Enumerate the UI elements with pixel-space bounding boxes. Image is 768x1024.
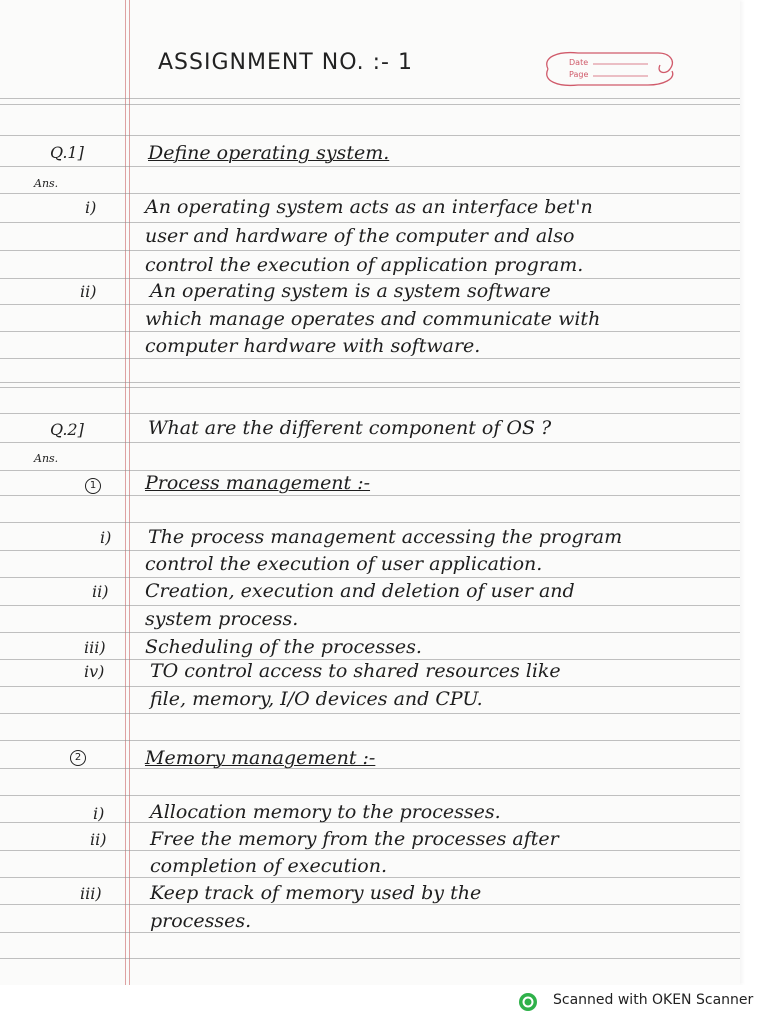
section-point-line: completion of execution.: [150, 855, 388, 877]
q1-question: Define operating system.: [148, 142, 390, 164]
rule-line: [0, 740, 740, 741]
section-point-marker: iii): [80, 884, 102, 903]
q1-point-line: which manage operates and communicate with: [145, 308, 601, 330]
rule-line: [0, 304, 740, 305]
q1-point-line: An operating system is a system software: [150, 280, 551, 302]
rule-line: [0, 932, 740, 933]
rule-line: [0, 958, 740, 959]
section-point-line: processes.: [150, 910, 252, 932]
rule-line: [0, 358, 740, 359]
section-point-line: Keep track of memory used by the: [150, 882, 482, 904]
section-point-line: Scheduling of the processes.: [145, 636, 422, 658]
q2-number: Q.2]: [50, 420, 84, 439]
margin-line-left: [125, 0, 126, 985]
rule-line: [0, 850, 740, 851]
section-point-marker: i): [100, 528, 112, 547]
section-2-heading: Memory management :-: [145, 747, 376, 769]
rule-line: [0, 686, 740, 687]
rule-line: [0, 278, 740, 279]
q1-point-line: user and hardware of the computer and also: [145, 225, 575, 247]
section-point-marker: ii): [90, 830, 107, 849]
oken-scanner-logo-icon: [518, 992, 538, 1012]
rule-line: [0, 470, 740, 471]
section-point-marker: i): [93, 804, 105, 823]
rule-line: [0, 98, 740, 99]
date-label: Date: [569, 58, 589, 67]
rule-line: [0, 442, 740, 443]
rule-line: [0, 250, 740, 251]
section-point-line: Allocation memory to the processes.: [150, 801, 501, 823]
section-2-marker: 2: [70, 750, 86, 766]
section-point-marker: iii): [84, 638, 106, 657]
q1-number: Q.1]: [50, 143, 84, 162]
section-point-marker: iv): [84, 662, 105, 681]
q1-point-marker: ii): [80, 282, 97, 301]
section-point-line: TO control access to shared resources like: [150, 660, 561, 682]
rule-line: [0, 135, 740, 136]
rule-line: [0, 713, 740, 714]
section-1-heading: Process management :-: [145, 472, 371, 494]
section-point-line: system process.: [145, 608, 299, 630]
rule-line: [0, 577, 740, 578]
q2-question: What are the different component of OS ?: [148, 417, 552, 439]
section-point-line: Creation, execution and deletion of user and: [145, 580, 575, 602]
q1-point-line: An operating system acts as an interface bet'n: [145, 196, 593, 218]
rule-line: [0, 382, 740, 383]
rule-line: [0, 193, 740, 194]
rule-line: [0, 222, 740, 223]
q1-point-marker: i): [85, 198, 97, 217]
page-label: Page: [569, 70, 589, 79]
section-point-line: Free the memory from the processes after: [150, 828, 559, 850]
rule-line: [0, 166, 740, 167]
rule-line: [0, 104, 740, 105]
rule-line: [0, 495, 740, 496]
q1-point-line: computer hardware with software.: [145, 335, 481, 357]
q1-point-line: control the execution of application program.: [145, 254, 584, 276]
rule-line: [0, 632, 740, 633]
rule-line: [0, 795, 740, 796]
section-point-line: control the execution of user application.: [145, 553, 543, 575]
rule-line: [0, 605, 740, 606]
rule-line: [0, 413, 740, 414]
q2-ans-label: Ans.: [34, 452, 59, 465]
section-1-marker: 1: [85, 478, 101, 494]
rule-line: [0, 331, 740, 332]
margin-line-right: [129, 0, 130, 985]
q1-ans-label: Ans.: [34, 177, 59, 190]
date-page-stamp-icon: [538, 47, 678, 91]
section-point-line: file, memory, I/O devices and CPU.: [150, 688, 483, 710]
section-point-line: The process management accessing the program: [148, 526, 623, 548]
rule-line: [0, 522, 740, 523]
rule-line: [0, 877, 740, 878]
section-point-marker: ii): [92, 582, 109, 601]
assignment-title: ASSIGNMENT NO. :- 1: [158, 50, 413, 75]
rule-line: [0, 550, 740, 551]
rule-line: [0, 904, 740, 905]
rule-line: [0, 387, 740, 388]
scanner-text: Scanned with OKEN Scanner: [553, 992, 754, 1008]
